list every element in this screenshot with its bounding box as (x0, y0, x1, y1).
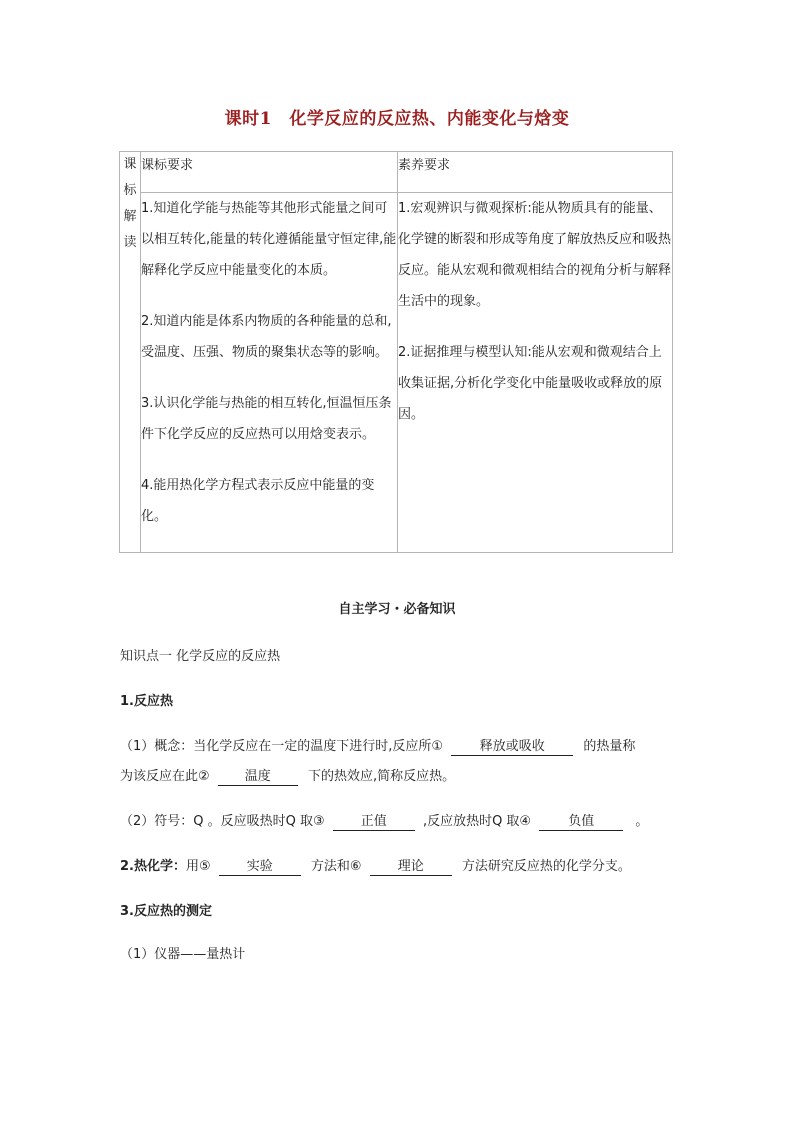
literacy-requirement-item: 2.证据推理与模型认知:能从宏观和微观结合上收集证据,分析化学变化中能量吸收或释放的原因。 (398, 345, 663, 422)
answer-blank-6: 理论 (370, 859, 452, 876)
knowledge-point-heading: 知识点一 化学反应的反应热 (120, 649, 281, 664)
course-requirement-item: 3.认识化学能与热能的相互转化,恒温恒压条件下化学反应的反应热可以用焓变表示。 (141, 396, 392, 442)
course-requirement-item: 2.知道内能是体系内物质的各种能量的总和,受温度、压强、物质的聚集状态等的影响。 (141, 314, 392, 360)
text: 方法和⑥ (310, 859, 362, 874)
standards-table (119, 151, 673, 553)
col1-body (141, 193, 398, 553)
answer-blank-1: 释放或吸收 (451, 739, 573, 756)
text: 用⑤ (185, 859, 211, 874)
col2-header: 素养要求 (398, 152, 673, 193)
instrument-line: （1）仪器——量热计 (120, 947, 246, 962)
concept-line-1 (120, 735, 635, 756)
side-char: 课 (123, 157, 137, 172)
text: （1）概念：当化学反应在一定的温度下进行时,反应所① (120, 739, 444, 754)
course-requirement-item: 4.能用热化学方程式表示反应中能量的变化。 (141, 478, 375, 524)
text: 方法研究反应热的化学分支。 (461, 859, 631, 874)
text: 为该反应在此② (120, 769, 210, 784)
heading-measurement: 3.反应热的测定 (120, 904, 212, 919)
side-char: 解 (123, 209, 137, 224)
answer-blank-5: 实验 (219, 859, 301, 876)
side-char: 读 (123, 235, 137, 250)
page-title: 课时1 化学反应的反应热、内能变化与焓变 (224, 109, 570, 129)
side-label-cell (120, 152, 141, 553)
text: 2.热化学： (120, 859, 186, 874)
col1-header: 课标要求 (141, 152, 398, 193)
answer-blank-3: 正值 (333, 814, 415, 831)
symbol-line (120, 810, 648, 831)
text: 的热量称 (583, 739, 636, 754)
section-heading: 自主学习・必备知识 (338, 602, 456, 617)
text: 。 (635, 814, 649, 829)
text: ,反应放热时Q 取④ (422, 814, 532, 829)
heading-reaction-heat: 1.反应热 (120, 694, 173, 709)
concept-line-2 (120, 765, 455, 786)
text: （2）符号：Q 。反应吸热时Q 取③ (120, 814, 325, 829)
side-char: 标 (123, 183, 137, 198)
thermochemistry-line (120, 855, 631, 876)
text: 下的热效应,简称反应热。 (307, 769, 456, 784)
literacy-requirement-item: 1.宏观辨识与微观探析:能从物质具有的能量、化学键的断裂和形成等角度了解放热反应和吸热反应。能从宏观和微观相结合的视角分析与解释生活中的现象。 (398, 201, 672, 309)
answer-blank-2: 温度 (218, 769, 298, 786)
col2-body (398, 193, 673, 553)
course-requirement-item: 1.知道化学能与热能等其他形式能量之间可以相互转化,能量的转化遵循能量守恒定律,能解释化学反应中能量变化的本质。 (141, 201, 397, 278)
answer-blank-4: 负值 (539, 814, 623, 831)
